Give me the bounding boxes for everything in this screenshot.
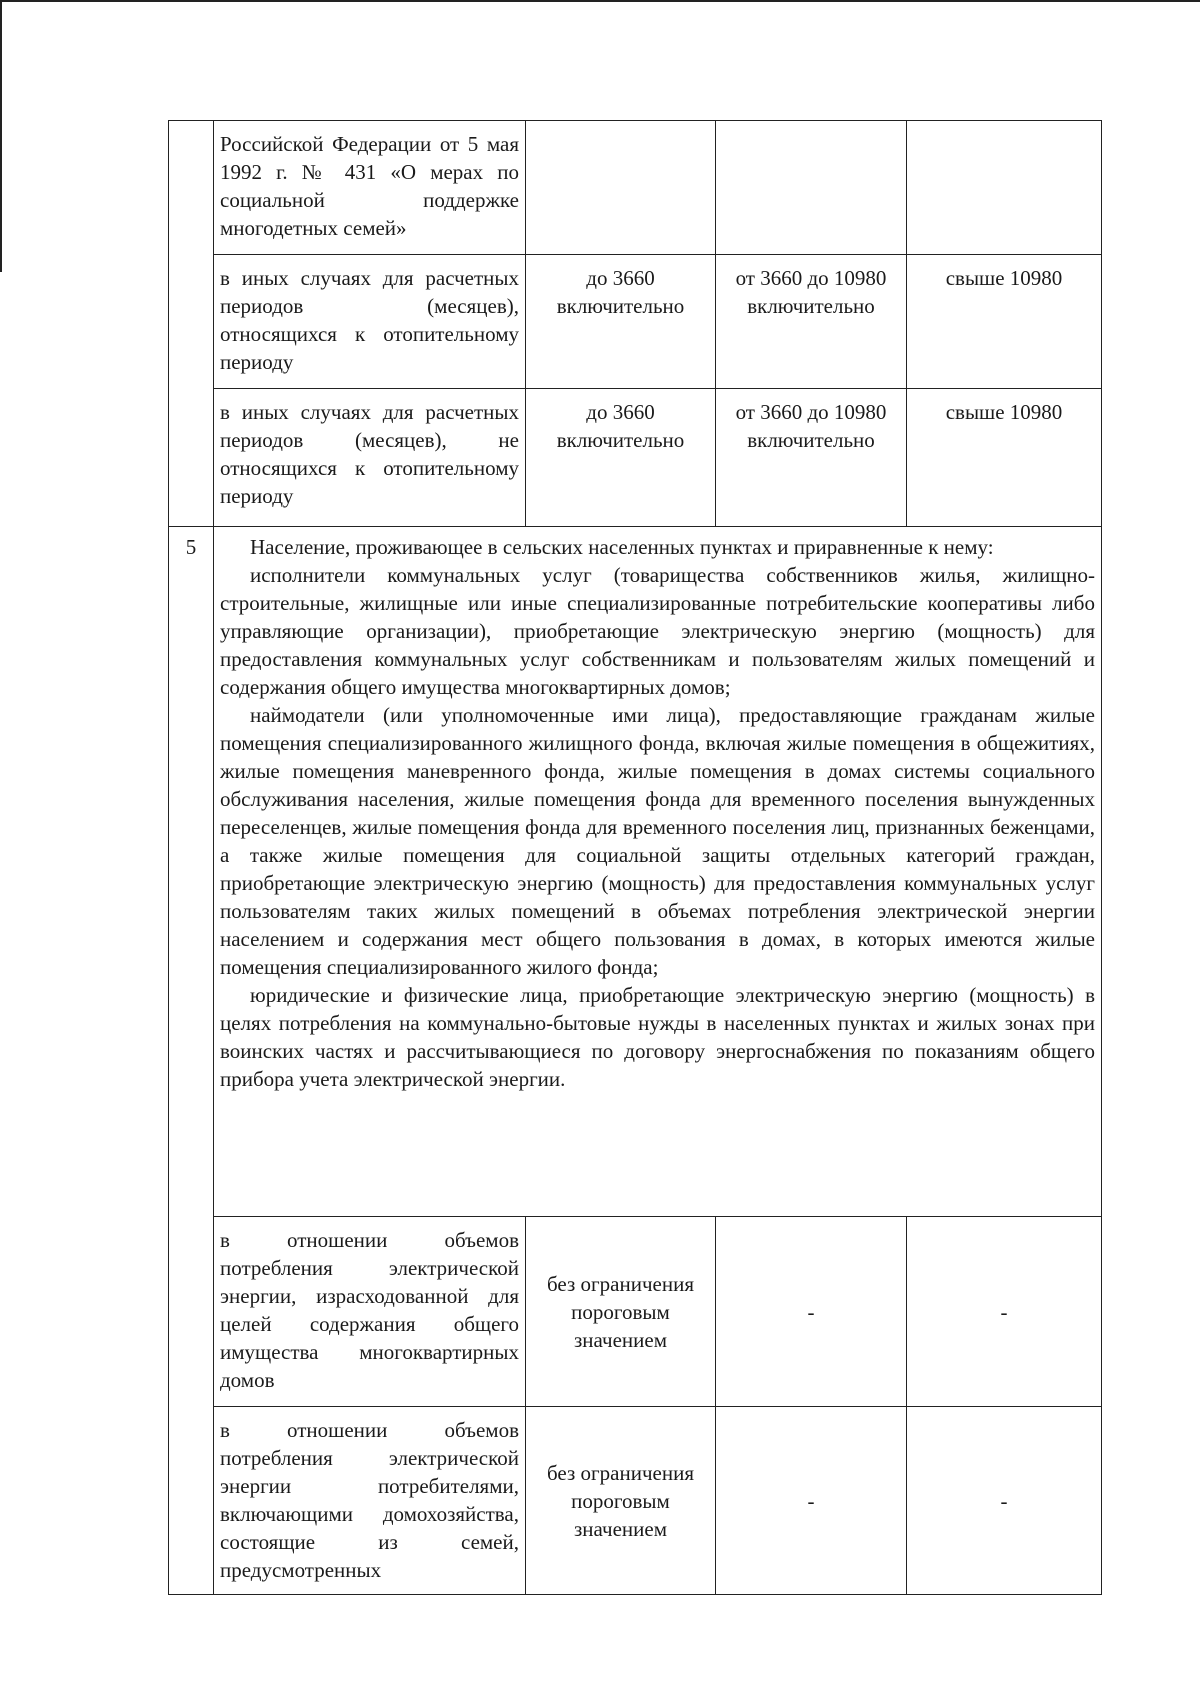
row-description: в иных случаях для расчетных периодов (месяцев), относящихся к отопительному периоду bbox=[214, 255, 526, 389]
threshold-cell-1 bbox=[526, 121, 716, 255]
row-description: в отношении объемов потребления электрической энергии потребителями, включающими домохозяйства, состоящие из семей, предусмотренных bbox=[214, 1407, 526, 1595]
threshold-cell-2: от 3660 до 10980 включительно bbox=[716, 255, 907, 389]
threshold-cell-1: без ограничения пороговым значением bbox=[526, 1407, 716, 1595]
scan-edge-top bbox=[0, 0, 1200, 2]
table-row bbox=[169, 527, 1102, 1217]
threshold-cell-1: до 3660 включительно bbox=[526, 255, 716, 389]
tariff-threshold-table bbox=[168, 120, 1102, 1595]
threshold-cell-3: - bbox=[907, 1217, 1102, 1407]
section-5-text bbox=[214, 527, 1102, 1217]
table-row bbox=[169, 255, 1102, 389]
threshold-cell-3: - bbox=[907, 1407, 1102, 1595]
section-paragraph: Население, проживающее в сельских населенных пунктах и приравненные к нему: bbox=[250, 535, 994, 559]
row-description: Российской Федерации от 5 мая 1992 г. № 431 «О мерах по социальной поддержке многодетных семей» bbox=[214, 121, 526, 255]
table-row bbox=[169, 1217, 1102, 1407]
section-paragraph: исполнители коммунальных услуг (товарищества собственников жилья, жилищно-строительные, жилищные или иные специализированные потребительские кооперативы либо управляющие организации), приобретающие электрическую энергию (мощность) для предоставления коммунальных услуг собственникам и пользователям жилых помещений и содержания общего имущества многоквартирных домов; bbox=[220, 563, 1095, 699]
row-description: в отношении объемов потребления электрической энергии, израсходованной для целей содержания общего имущества многоквартирных домов bbox=[214, 1217, 526, 1407]
section-paragraph: юридические и физические лица, приобретающие электрическую энергию (мощность) в целях потребления на коммунально-бытовые нужды в населенных пунктах и жилых зонах при воинских частях и рассчитывающиеся по договору энергоснабжения по показаниям общего прибора учета электрической энергии. bbox=[220, 983, 1095, 1091]
threshold-cell-2: от 3660 до 10980 включительно bbox=[716, 389, 907, 527]
threshold-cell-2: - bbox=[716, 1407, 907, 1595]
table-row bbox=[169, 1407, 1102, 1595]
threshold-cell-3: свыше 10980 bbox=[907, 389, 1102, 527]
row-number-cell bbox=[169, 255, 214, 389]
table-row bbox=[169, 389, 1102, 527]
threshold-cell-2 bbox=[716, 121, 907, 255]
scan-edge-left bbox=[0, 0, 2, 272]
section-number: 5 bbox=[169, 527, 214, 1217]
row-number-cell bbox=[169, 121, 214, 255]
threshold-cell-1: до 3660 включительно bbox=[526, 389, 716, 527]
threshold-cell-2: - bbox=[716, 1217, 907, 1407]
row-description: в иных случаях для расчетных периодов (месяцев), не относящихся к отопительному периоду bbox=[214, 389, 526, 527]
table-row bbox=[169, 121, 1102, 255]
threshold-cell-3: свыше 10980 bbox=[907, 255, 1102, 389]
threshold-cell-1: без ограничения пороговым значением bbox=[526, 1217, 716, 1407]
threshold-cell-3 bbox=[907, 121, 1102, 255]
row-number-cell bbox=[169, 389, 214, 527]
section-paragraph: наймодатели (или уполномоченные ими лица), предоставляющие гражданам жилые помещения специализированного жилищного фонда, включая жилые помещения в общежитиях, жилые помещения маневренного фонда, жилые помещения в домах системы социального обслуживания населения, жилые помещения фонда для временного поселения вынужденных переселенцев, жилые помещения фонда для временного поселения лиц, признанных беженцами, а также жилые помещения для социальной защиты отдельных категорий граждан, приобретающие электрическую энергию (мощность) для предоставления коммунальных услуг пользователям таких жилых помещений в объемах потребления электрической энергии населением и содержания мест общего пользования в домах, в которых имеются жилые помещения специализированного жилого фонда; bbox=[220, 703, 1095, 979]
row-number-cell bbox=[169, 1217, 214, 1407]
row-number-cell bbox=[169, 1407, 214, 1595]
